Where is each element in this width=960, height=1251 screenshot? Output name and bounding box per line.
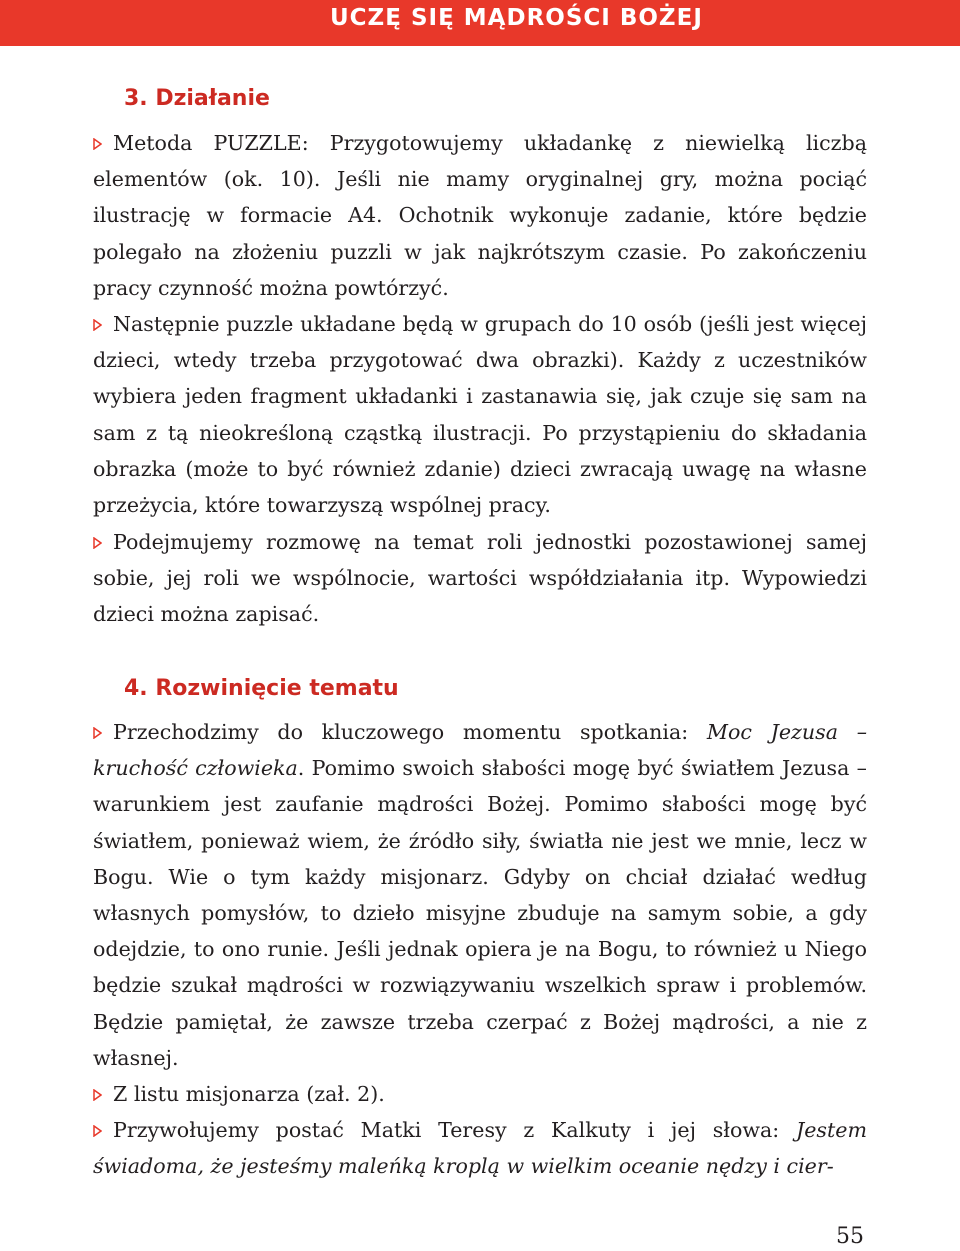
bullet-item-discussion (93, 524, 867, 633)
arrow-bullet-icon (93, 319, 102, 331)
arrow-bullet-icon (93, 537, 102, 549)
bullet-lead-text: Przywołujemy postać Matki Teresy z Kalkuty i jej słowa: (113, 1118, 796, 1142)
section-heading-rozwiniecie: 4. Rozwinięcie tematu (124, 676, 399, 701)
bullet-text: Metoda PUZZLE: Przygotowujemy układankę z niewielką liczbą elementów (ok. 10). Jeśli nie mamy oryginalnej gry, można pociąć ilustrację w formacie A4. Ochotnik wykonuje zadanie, które będzie polegało na złożeniu puzzli w jak najkrótszym czasie. Po zakończeniu pracy czynność można powtórzyć. (93, 131, 867, 300)
arrow-bullet-icon (93, 1125, 102, 1137)
bullet-text: Z listu misjonarza (zał. 2). (113, 1082, 385, 1106)
page-number: 55 (836, 1224, 864, 1249)
bullet-item-puzzle (93, 125, 867, 306)
bullet-item-letter (93, 1076, 867, 1112)
bullet-italic-text: Jestem świadoma, że jesteśmy maleńką kroplą w wielkim oceanie nędzy i cier- (93, 1118, 867, 1179)
bullet-text: Następnie puzzle układane będą w grupach do 10 osób (jeśli jest więcej dzieci, wtedy trzeba przygotować dwa obrazki). Każdy z uczestników wybiera jeden fragment układanki i zastanawia się, jak czuje się sam na sam z tą nieokreśloną cząstką ilustracji. Po przystąpieniu do składania obrazka (może to być również zdanie) dzieci zwracają uwagę na własne przeżycia, które towarzyszą wspólnej pracy. (93, 312, 867, 518)
arrow-bullet-icon (93, 1089, 102, 1101)
bullet-text: Podejmujemy rozmowę na temat roli jednostki pozostawionej samej sobie, jej roli we wspólnocie, wartości współdziałania itp. Wypowiedzi dzieci można zapisać. (93, 530, 867, 627)
arrow-bullet-icon (93, 727, 102, 739)
bullet-italic-text: Moc Jezusa – kruchość człowieka (93, 720, 867, 781)
top-banner (0, 0, 960, 46)
section-heading-dzialanie: 3. Działanie (124, 86, 270, 111)
bullet-item-mother-teresa (93, 1112, 867, 1184)
bullet-lead-text: Przechodzimy do kluczowego momentu spotkania: (113, 720, 707, 744)
banner-title: UCZĘ SIĘ MĄDROŚCI BOŻEJ (330, 5, 703, 31)
bullet-rest-text: . Pomimo swoich słabości mogę być światłem Jezusa – warunkiem jest zaufanie mądrości Bożej. Pomimo słabości mogę być światłem, ponieważ wiem, że źródło siły, światła nie jest we mnie, lecz w Bogu. Wie o tym każdy misjonarz. Gdyby on chciał działać według własnych pomysłów, to dzieło misyjne zbuduje na samym sobie, a gdy odejdzie, to ono runie. Jeśli jednak opiera je na Bogu, to również u Niego będzie szukał mądrości w rozwiązywaniu wszelkich spraw i problemów. Będzie pamiętał, że zawsze trzeba czerpać z Bożej mądrości, a nie z własnej. (93, 756, 867, 1070)
bullet-item-groups (93, 306, 867, 523)
arrow-bullet-icon (93, 138, 102, 150)
bullet-item-key-moment (93, 714, 867, 1076)
